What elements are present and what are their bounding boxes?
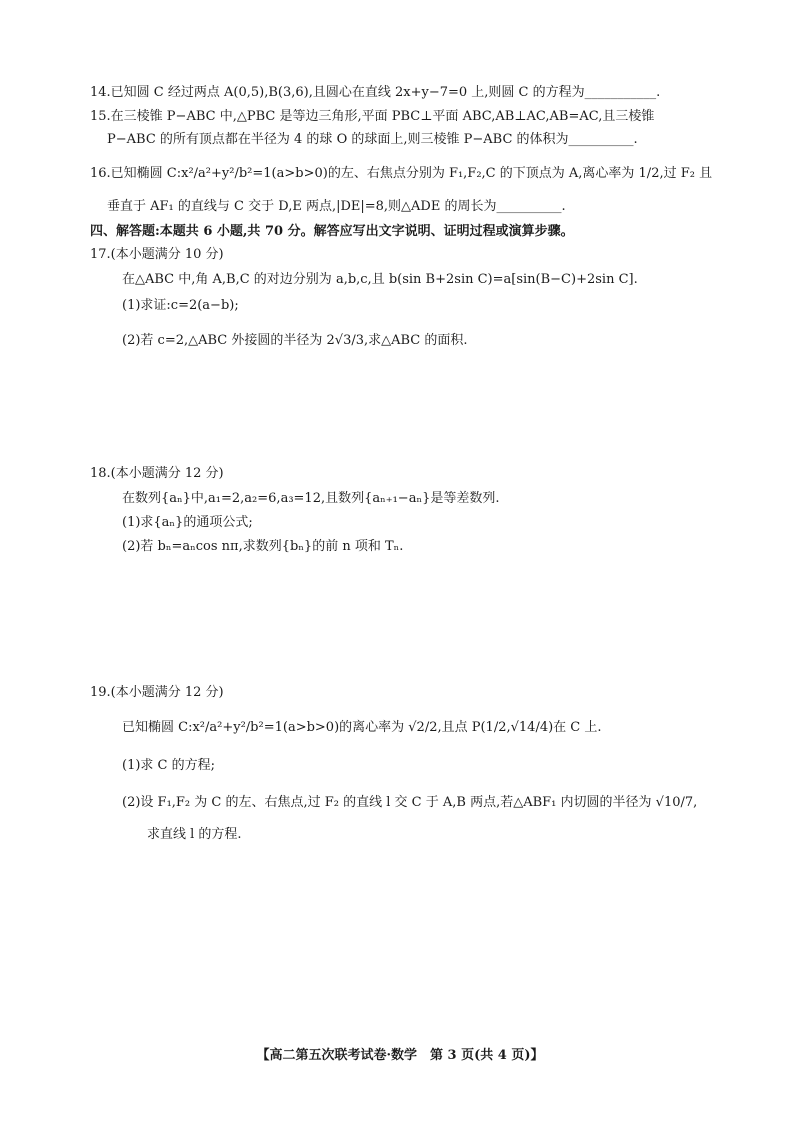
problem-17-q1: (1)求证:c=2(a−b); — [122, 298, 239, 313]
problem-18-q1: (1)求{aₙ}的通项公式; — [122, 515, 253, 530]
problem-18-stem: 在数列{aₙ}中,a₁=2,a₂=6,a₃=12,且数列{aₙ₊₁−aₙ}是等差数列. — [122, 491, 500, 506]
problem-15-line-2: P−ABC 的所有顶点都在半径为 4 的球 O 的球面上,则三棱锥 P−ABC 的体积为__________. — [107, 132, 638, 147]
problem-19-q1: (1)求 C 的方程; — [122, 758, 216, 773]
problem-17-q2: (2)若 c=2,△ABC 外接圆的半径为 2√3/3,求△ABC 的面积. — [122, 333, 468, 348]
page-footer: 【高二第五次联考试卷·数学 第 3 页(共 4 页)】 — [256, 1048, 544, 1063]
section-header: 四、解答题:本题共 6 小题,共 70 分。解答应写出文字说明、证明过程或演算步骤。 — [90, 224, 574, 239]
problem-18-header: 18.(本小题满分 12 分) — [90, 466, 224, 481]
problem-18-q2: (2)若 bₙ=aₙcos nπ,求数列{bₙ}的前 n 项和 Tₙ. — [122, 539, 404, 554]
problem-19-q2-cont: 求直线 l 的方程. — [147, 827, 242, 842]
problem-15-line-1: 15.在三棱锥 P−ABC 中,△PBC 是等边三角形,平面 PBC⊥平面 ABC,AB⊥AC,AB=AC,且三棱锥 — [90, 109, 655, 124]
problem-17-stem: 在△ABC 中,角 A,B,C 的对边分别为 a,b,c,且 b(sin B+2sin C)=a[sin(B−C)+2sin C]. — [122, 272, 638, 287]
problem-19-stem: 已知椭圆 C:x²/a²+y²/b²=1(a>b>0)的离心率为 √2/2,且点 P(1/2,√14/4)在 C 上. — [122, 720, 602, 735]
problem-16-line-1: 16.已知椭圆 C:x²/a²+y²/b²=1(a>b>0)的左、右焦点分别为 F₁,F₂,C 的下顶点为 A,离心率为 1/2,过 F₂ 且 — [90, 166, 713, 181]
problem-19-header: 19.(本小题满分 12 分) — [90, 685, 224, 700]
problem-16-line-2: 垂直于 AF₁ 的直线与 C 交于 D,E 两点,|DE|=8,则△ADE 的周长为__________. — [107, 199, 566, 214]
problem-19-q2: (2)设 F₁,F₂ 为 C 的左、右焦点,过 F₂ 的直线 l 交 C 于 A,B 两点,若△ABF₁ 内切圆的半径为 √10/7, — [122, 795, 698, 810]
problem-17-header: 17.(本小题满分 10 分) — [90, 247, 224, 262]
problem-14: 14.已知圆 C 经过两点 A(0,5),B(3,6),且圆心在直线 2x+y−7=0 上,则圆 C 的方程为___________. — [90, 85, 661, 100]
